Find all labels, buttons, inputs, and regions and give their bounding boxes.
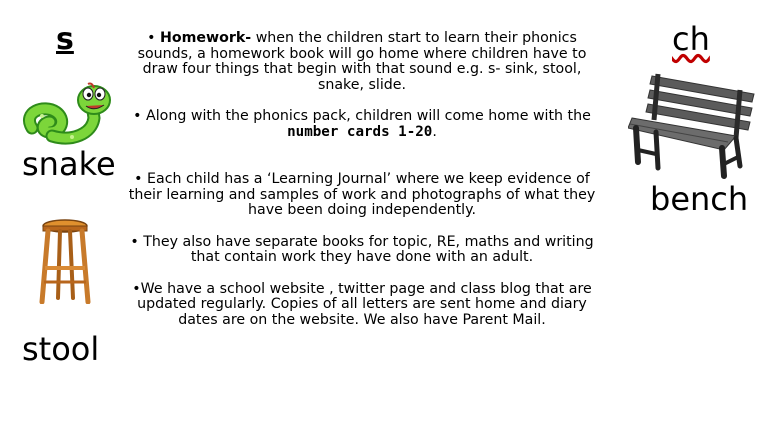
- homework-text: when the children start to learn their phonics sounds, a homework book will go home where children have to draw four things that begin with that sound e.g. s- sink, stool, snake, slide.: [137, 30, 587, 93]
- letter-ch-heading: ch: [672, 20, 710, 58]
- stool-icon: [38, 218, 92, 304]
- phonics-paragraph: [128, 109, 596, 140]
- word-bench: bench: [650, 180, 749, 218]
- bench-icon: [628, 70, 756, 180]
- phonics-text: • Along with the phonics pack, children will come home with the: [133, 108, 591, 124]
- homework-paragraph: [128, 31, 596, 93]
- website-paragraph: •We have a school website , twitter page and class blog that are updated regularly. Copies of all letters are sent home and diary dates are on the website. We also have Parent Mail.: [132, 280, 592, 328]
- number-cards-text: number cards 1-20: [287, 123, 433, 140]
- info-text-column: [128, 31, 596, 328]
- phonics-end: .: [432, 123, 437, 140]
- separate-books-paragraph: • They also have separate books for topic, RE, maths and writing that contain work they have done with an adult.: [130, 233, 594, 265]
- homework-bullet: •: [147, 30, 156, 46]
- word-snake: snake: [22, 145, 116, 183]
- word-stool: stool: [22, 330, 100, 368]
- letter-s-heading: s: [56, 22, 74, 57]
- learning-journal-paragraph: • Each child has a ‘Learning Journal’ where we keep evidence of their learning and samples of work and photographs of what they have been doing independently.: [128, 171, 596, 218]
- homework-label: Homework-: [159, 30, 252, 46]
- snake-icon: [22, 82, 118, 148]
